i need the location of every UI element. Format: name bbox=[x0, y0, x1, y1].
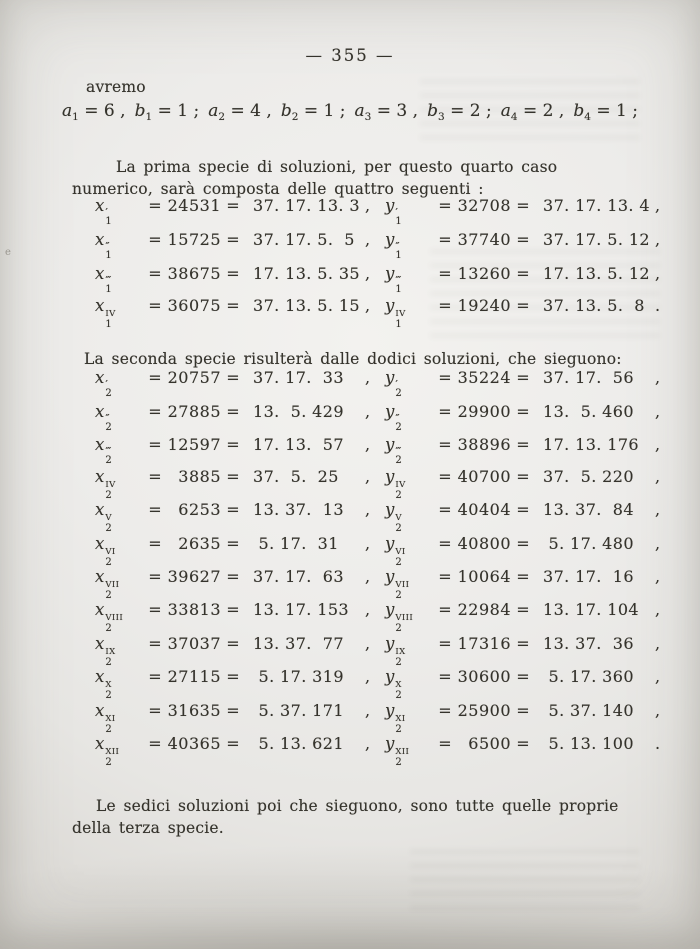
punctuation: , bbox=[365, 567, 371, 587]
x-factorization: 5. 17. 319 bbox=[253, 667, 344, 687]
equals-sign: = bbox=[438, 296, 452, 315]
punctuation: , bbox=[655, 667, 661, 687]
y-solution-equation bbox=[385, 534, 663, 568]
equals-sign: = bbox=[516, 734, 530, 753]
solution-equation-row bbox=[95, 567, 670, 600]
equals-sign: = bbox=[438, 633, 452, 653]
equals-sign: = bbox=[438, 401, 452, 421]
paragraph-first-species-intro: La prima specie di soluzioni, per questo quarto caso numerico, sarà composta delle quattro seguenti : bbox=[72, 157, 558, 198]
coefficient-assignment: $b_4 = 1$ ; bbox=[573, 101, 638, 123]
equals-sign: = bbox=[148, 401, 162, 421]
equals-sign: = bbox=[148, 500, 162, 520]
y-solution-equation bbox=[385, 634, 663, 668]
x-factorization: 37. 5. 25 bbox=[253, 466, 339, 486]
x-solution-equation bbox=[95, 467, 373, 501]
punctuation: , bbox=[365, 633, 371, 653]
punctuation: , bbox=[655, 466, 661, 486]
punctuation: , bbox=[365, 466, 371, 486]
equals-sign: = bbox=[226, 368, 240, 388]
equals-sign: = bbox=[226, 600, 240, 620]
coefficient-assignment: $a_4 = 2$ , bbox=[500, 101, 565, 123]
equals-sign: = bbox=[438, 229, 452, 249]
punctuation: , bbox=[655, 434, 661, 454]
equals-sign: = bbox=[438, 500, 452, 520]
x-factorization: 13. 17. 153 bbox=[253, 600, 350, 620]
y-factorization: 37. 17. 16 bbox=[543, 567, 634, 587]
y-factorization: 13. 5. 460 bbox=[543, 401, 634, 421]
equals-sign: = bbox=[516, 229, 530, 249]
x-solution-equation bbox=[95, 368, 373, 399]
y-solution-equation bbox=[385, 296, 663, 330]
equals-sign: = bbox=[226, 466, 240, 486]
y-variable-label: y IV 1 bbox=[385, 296, 406, 330]
solution-equation-row bbox=[95, 367, 670, 400]
equals-sign: = bbox=[148, 195, 162, 215]
x-solution-equation bbox=[95, 534, 373, 568]
punctuation: , bbox=[365, 600, 371, 620]
x-factorization: 13. 37. 77 bbox=[253, 633, 344, 653]
page-number: — 355 — bbox=[305, 46, 395, 65]
y-solution-equation bbox=[385, 701, 663, 735]
y-solution-equation bbox=[385, 435, 663, 466]
punctuation: , bbox=[655, 500, 661, 520]
punctuation: , bbox=[655, 600, 661, 620]
y-factorization: 37. 5. 220 bbox=[543, 466, 634, 486]
x-value: 38675 bbox=[167, 263, 221, 283]
solution-equation-row bbox=[95, 434, 670, 467]
x-solution-equation bbox=[95, 667, 373, 701]
x-factorization: 37. 13. 5. 15 bbox=[253, 296, 360, 315]
x-solution-equation bbox=[95, 567, 373, 601]
punctuation: . bbox=[655, 296, 661, 315]
x-solution-equation bbox=[95, 296, 373, 330]
x-variable-label: x XII 2 bbox=[95, 734, 120, 768]
punctuation: , bbox=[655, 533, 661, 553]
coefficient-equation-line bbox=[62, 101, 638, 123]
punctuation: , bbox=[655, 368, 661, 388]
solution-equation-row bbox=[95, 400, 670, 433]
y-value: 35224 bbox=[457, 368, 511, 388]
y-solution-equation bbox=[385, 368, 663, 399]
x-value: 39627 bbox=[167, 567, 221, 587]
equals-sign: = bbox=[226, 195, 240, 215]
punctuation: , bbox=[365, 368, 371, 388]
punctuation: , bbox=[365, 667, 371, 687]
x-solution-equation bbox=[95, 600, 373, 634]
y-variable-label: y VII 2 bbox=[385, 567, 410, 602]
x-factorization: 17. 13. 5. 35 bbox=[253, 263, 360, 283]
equals-sign: = bbox=[438, 600, 452, 620]
coefficient-assignment: $b_1 = 1$ ; bbox=[134, 101, 200, 123]
equals-sign: = bbox=[438, 667, 452, 687]
y-variable-label: y VI 2 bbox=[385, 533, 406, 568]
y-factorization: 5. 13. 100 bbox=[543, 734, 634, 753]
x-value: 12597 bbox=[167, 434, 221, 454]
coefficient-assignment: $a_3 = 3$ , bbox=[354, 101, 419, 123]
punctuation: , bbox=[365, 734, 371, 753]
y-factorization: 13. 37. 36 bbox=[543, 633, 634, 653]
solution-equation-row bbox=[95, 194, 670, 228]
y-factorization: 5. 37. 140 bbox=[543, 700, 634, 720]
equals-sign: = bbox=[148, 296, 162, 315]
y-value: 22984 bbox=[457, 600, 511, 620]
coefficient-assignment: $b_3 = 2$ ; bbox=[427, 101, 492, 123]
solution-equation-row bbox=[95, 734, 670, 767]
x-factorization: 13. 5. 429 bbox=[253, 401, 344, 421]
ink-bleedthrough bbox=[410, 850, 640, 910]
y-solution-equation bbox=[385, 567, 663, 601]
y-solution-equation bbox=[385, 196, 663, 227]
y-solution-equation bbox=[385, 402, 663, 433]
equals-sign: = bbox=[438, 466, 452, 486]
x-value: 15725 bbox=[167, 229, 221, 249]
x-factorization: 5. 17. 31 bbox=[253, 533, 339, 553]
equals-sign: = bbox=[516, 296, 530, 315]
punctuation: , bbox=[365, 533, 371, 553]
x-value: 31635 bbox=[167, 700, 221, 720]
equals-sign: = bbox=[516, 700, 530, 720]
intro-word: avremo bbox=[86, 78, 146, 96]
punctuation: , bbox=[655, 700, 661, 720]
y-value: 6500 bbox=[468, 734, 511, 753]
equals-sign: = bbox=[438, 700, 452, 720]
equals-sign: = bbox=[148, 700, 162, 720]
equals-sign: = bbox=[148, 667, 162, 687]
equals-sign: = bbox=[226, 734, 240, 753]
equals-sign: = bbox=[226, 296, 240, 315]
x-variable-label: x IV 1 bbox=[95, 296, 116, 330]
equals-sign: = bbox=[226, 533, 240, 553]
x-solution-equation bbox=[95, 734, 373, 768]
y-solution-equation bbox=[385, 264, 663, 295]
x-variable-label: x ″ 2 bbox=[95, 401, 112, 433]
coefficient-assignment: $b_2 = 1$ ; bbox=[280, 101, 346, 123]
y-factorization: 5. 17. 360 bbox=[543, 667, 634, 687]
equals-sign: = bbox=[438, 195, 452, 215]
x-variable-label: x ′ 2 bbox=[95, 368, 112, 400]
y-variable-label: y XI 2 bbox=[385, 700, 406, 735]
coefficient-assignment: $a_2 = 4$ , bbox=[208, 101, 272, 123]
y-solution-equation bbox=[385, 600, 663, 634]
x-solution-equation bbox=[95, 701, 373, 735]
solution-equation-row bbox=[95, 262, 670, 296]
x-variable-label: x VIII 2 bbox=[95, 600, 124, 635]
equals-sign: = bbox=[226, 229, 240, 249]
x-value: 37037 bbox=[167, 633, 221, 653]
equals-sign: = bbox=[438, 567, 452, 587]
equals-sign: = bbox=[148, 263, 162, 283]
x-variable-label: x VII 2 bbox=[95, 567, 120, 602]
x-factorization: 13. 37. 13 bbox=[253, 500, 344, 520]
solution-equation-row bbox=[95, 467, 670, 500]
second-species-solution-table bbox=[95, 367, 670, 768]
punctuation: . bbox=[655, 734, 661, 753]
punctuation: , bbox=[655, 401, 661, 421]
y-value: 29900 bbox=[457, 401, 511, 421]
equals-sign: = bbox=[148, 734, 162, 753]
y-solution-equation bbox=[385, 734, 663, 768]
punctuation: , bbox=[365, 500, 371, 520]
equals-sign: = bbox=[148, 533, 162, 553]
x-value: 40365 bbox=[167, 734, 221, 753]
x-solution-equation bbox=[95, 230, 373, 261]
x-variable-label: x ‴ 1 bbox=[95, 263, 112, 295]
x-value: 20757 bbox=[167, 368, 221, 388]
y-solution-equation bbox=[385, 667, 663, 701]
x-variable-label: x X 2 bbox=[95, 667, 112, 702]
punctuation: , bbox=[655, 229, 661, 249]
y-factorization: 37. 17. 5. 12 bbox=[543, 229, 650, 249]
x-solution-equation bbox=[95, 196, 373, 227]
equals-sign: = bbox=[148, 434, 162, 454]
x-factorization: 17. 13. 57 bbox=[253, 434, 344, 454]
y-solution-equation bbox=[385, 467, 663, 501]
margin-artifact: e bbox=[5, 247, 11, 258]
x-factorization: 5. 13. 621 bbox=[253, 734, 344, 753]
y-value: 13260 bbox=[457, 263, 511, 283]
y-value: 32708 bbox=[457, 195, 511, 215]
y-factorization: 37. 17. 13. 4 bbox=[543, 195, 650, 215]
y-factorization: 37. 13. 5. 8 bbox=[543, 296, 645, 315]
y-value: 17316 bbox=[457, 633, 511, 653]
x-solution-equation bbox=[95, 264, 373, 295]
equals-sign: = bbox=[516, 633, 530, 653]
solution-equation-row bbox=[95, 701, 670, 734]
x-value: 33813 bbox=[167, 600, 221, 620]
solution-equation-row bbox=[95, 296, 670, 330]
equals-sign: = bbox=[438, 368, 452, 388]
y-solution-equation bbox=[385, 230, 663, 261]
paragraph-closing: Le sedici soluzioni poi che sieguono, sono tutte quelle proprie della terza specie. bbox=[72, 796, 619, 837]
x-variable-label: x ″ 1 bbox=[95, 229, 112, 261]
equals-sign: = bbox=[148, 600, 162, 620]
y-solution-equation bbox=[385, 500, 663, 534]
y-value: 25900 bbox=[457, 700, 511, 720]
punctuation: , bbox=[365, 401, 371, 421]
equals-sign: = bbox=[516, 401, 530, 421]
punctuation: , bbox=[365, 296, 371, 315]
x-value: 24531 bbox=[167, 195, 221, 215]
x-value: 6253 bbox=[178, 500, 221, 520]
punctuation: , bbox=[365, 263, 371, 283]
x-solution-equation bbox=[95, 500, 373, 534]
punctuation: , bbox=[365, 700, 371, 720]
y-variable-label: y ‴ 2 bbox=[385, 434, 402, 466]
equals-sign: = bbox=[516, 533, 530, 553]
y-variable-label: y ′ 2 bbox=[385, 368, 402, 400]
x-factorization: 37. 17. 13. 3 bbox=[253, 195, 360, 215]
punctuation: , bbox=[655, 633, 661, 653]
equals-sign: = bbox=[148, 633, 162, 653]
x-factorization: 37. 17. 5. 5 bbox=[253, 229, 355, 249]
solution-equation-row bbox=[95, 634, 670, 667]
y-value: 40700 bbox=[457, 466, 511, 486]
x-factorization: 37. 17. 33 bbox=[253, 368, 344, 388]
y-value: 40404 bbox=[457, 500, 511, 520]
y-value: 40800 bbox=[457, 533, 511, 553]
equals-sign: = bbox=[516, 600, 530, 620]
solution-equation-row bbox=[95, 501, 670, 534]
x-value: 27885 bbox=[167, 401, 221, 421]
y-variable-label: y ″ 1 bbox=[385, 229, 402, 261]
y-variable-label: y VIII 2 bbox=[385, 600, 414, 635]
x-value: 3885 bbox=[178, 466, 221, 486]
solution-equation-row bbox=[95, 228, 670, 262]
y-value: 30600 bbox=[457, 667, 511, 687]
punctuation: , bbox=[365, 434, 371, 454]
y-factorization: 5. 17. 480 bbox=[543, 533, 634, 553]
equals-sign: = bbox=[226, 700, 240, 720]
y-variable-label: y ″ 2 bbox=[385, 401, 402, 433]
y-value: 19240 bbox=[457, 296, 511, 315]
equals-sign: = bbox=[226, 567, 240, 587]
equals-sign: = bbox=[516, 667, 530, 687]
first-species-solution-table bbox=[95, 194, 670, 330]
y-factorization: 13. 17. 104 bbox=[543, 600, 640, 620]
x-value: 27115 bbox=[167, 667, 221, 687]
equals-sign: = bbox=[226, 263, 240, 283]
x-variable-label: x ‴ 2 bbox=[95, 434, 112, 466]
equals-sign: = bbox=[148, 368, 162, 388]
punctuation: , bbox=[655, 567, 661, 587]
y-factorization: 13. 37. 84 bbox=[543, 500, 634, 520]
equals-sign: = bbox=[148, 229, 162, 249]
y-value: 37740 bbox=[457, 229, 511, 249]
x-solution-equation bbox=[95, 634, 373, 668]
equals-sign: = bbox=[516, 567, 530, 587]
equals-sign: = bbox=[516, 263, 530, 283]
x-variable-label: x IX 2 bbox=[95, 633, 116, 668]
equals-sign: = bbox=[438, 434, 452, 454]
y-factorization: 37. 17. 56 bbox=[543, 368, 634, 388]
equals-sign: = bbox=[516, 466, 530, 486]
solution-equation-row bbox=[95, 668, 670, 701]
solution-equation-row bbox=[95, 534, 670, 567]
x-solution-equation bbox=[95, 435, 373, 466]
equals-sign: = bbox=[516, 500, 530, 520]
x-variable-label: x XI 2 bbox=[95, 700, 116, 735]
y-factorization: 17. 13. 5. 12 bbox=[543, 263, 650, 283]
punctuation: , bbox=[655, 263, 661, 283]
equals-sign: = bbox=[148, 466, 162, 486]
x-variable-label: x V 2 bbox=[95, 500, 112, 535]
equals-sign: = bbox=[516, 368, 530, 388]
punctuation: , bbox=[655, 195, 661, 215]
x-variable-label: x ′ 1 bbox=[95, 195, 112, 227]
paragraph-second-species-intro: La seconda specie risulterà dalle dodici soluzioni, che sieguono: bbox=[84, 349, 622, 368]
equals-sign: = bbox=[438, 263, 452, 283]
y-variable-label: y ′ 1 bbox=[385, 195, 402, 227]
equals-sign: = bbox=[516, 195, 530, 215]
x-value: 36075 bbox=[167, 296, 221, 315]
x-factorization: 5. 37. 171 bbox=[253, 700, 344, 720]
x-variable-label: x IV 2 bbox=[95, 466, 116, 501]
equals-sign: = bbox=[148, 567, 162, 587]
equals-sign: = bbox=[226, 500, 240, 520]
y-variable-label: y ‴ 1 bbox=[385, 263, 402, 295]
y-factorization: 17. 13. 176 bbox=[543, 434, 640, 454]
equals-sign: = bbox=[226, 434, 240, 454]
equals-sign: = bbox=[226, 401, 240, 421]
equals-sign: = bbox=[516, 434, 530, 454]
equals-sign: = bbox=[438, 533, 452, 553]
punctuation: , bbox=[365, 195, 371, 215]
x-variable-label: x VI 2 bbox=[95, 533, 116, 568]
solution-equation-row bbox=[95, 601, 670, 634]
x-factorization: 37. 17. 63 bbox=[253, 567, 344, 587]
y-variable-label: y V 2 bbox=[385, 500, 402, 535]
equals-sign: = bbox=[438, 734, 452, 753]
y-variable-label: y XII 2 bbox=[385, 734, 410, 768]
coefficient-assignment: $a_1 = 6$ , bbox=[62, 101, 126, 123]
x-value: 2635 bbox=[178, 533, 221, 553]
y-variable-label: y X 2 bbox=[385, 667, 402, 702]
y-value: 38896 bbox=[457, 434, 511, 454]
x-solution-equation bbox=[95, 402, 373, 433]
y-variable-label: y IV 2 bbox=[385, 466, 406, 501]
equals-sign: = bbox=[226, 667, 240, 687]
punctuation: , bbox=[365, 229, 371, 249]
y-variable-label: y IX 2 bbox=[385, 633, 406, 668]
equals-sign: = bbox=[226, 633, 240, 653]
y-value: 10064 bbox=[457, 567, 511, 587]
